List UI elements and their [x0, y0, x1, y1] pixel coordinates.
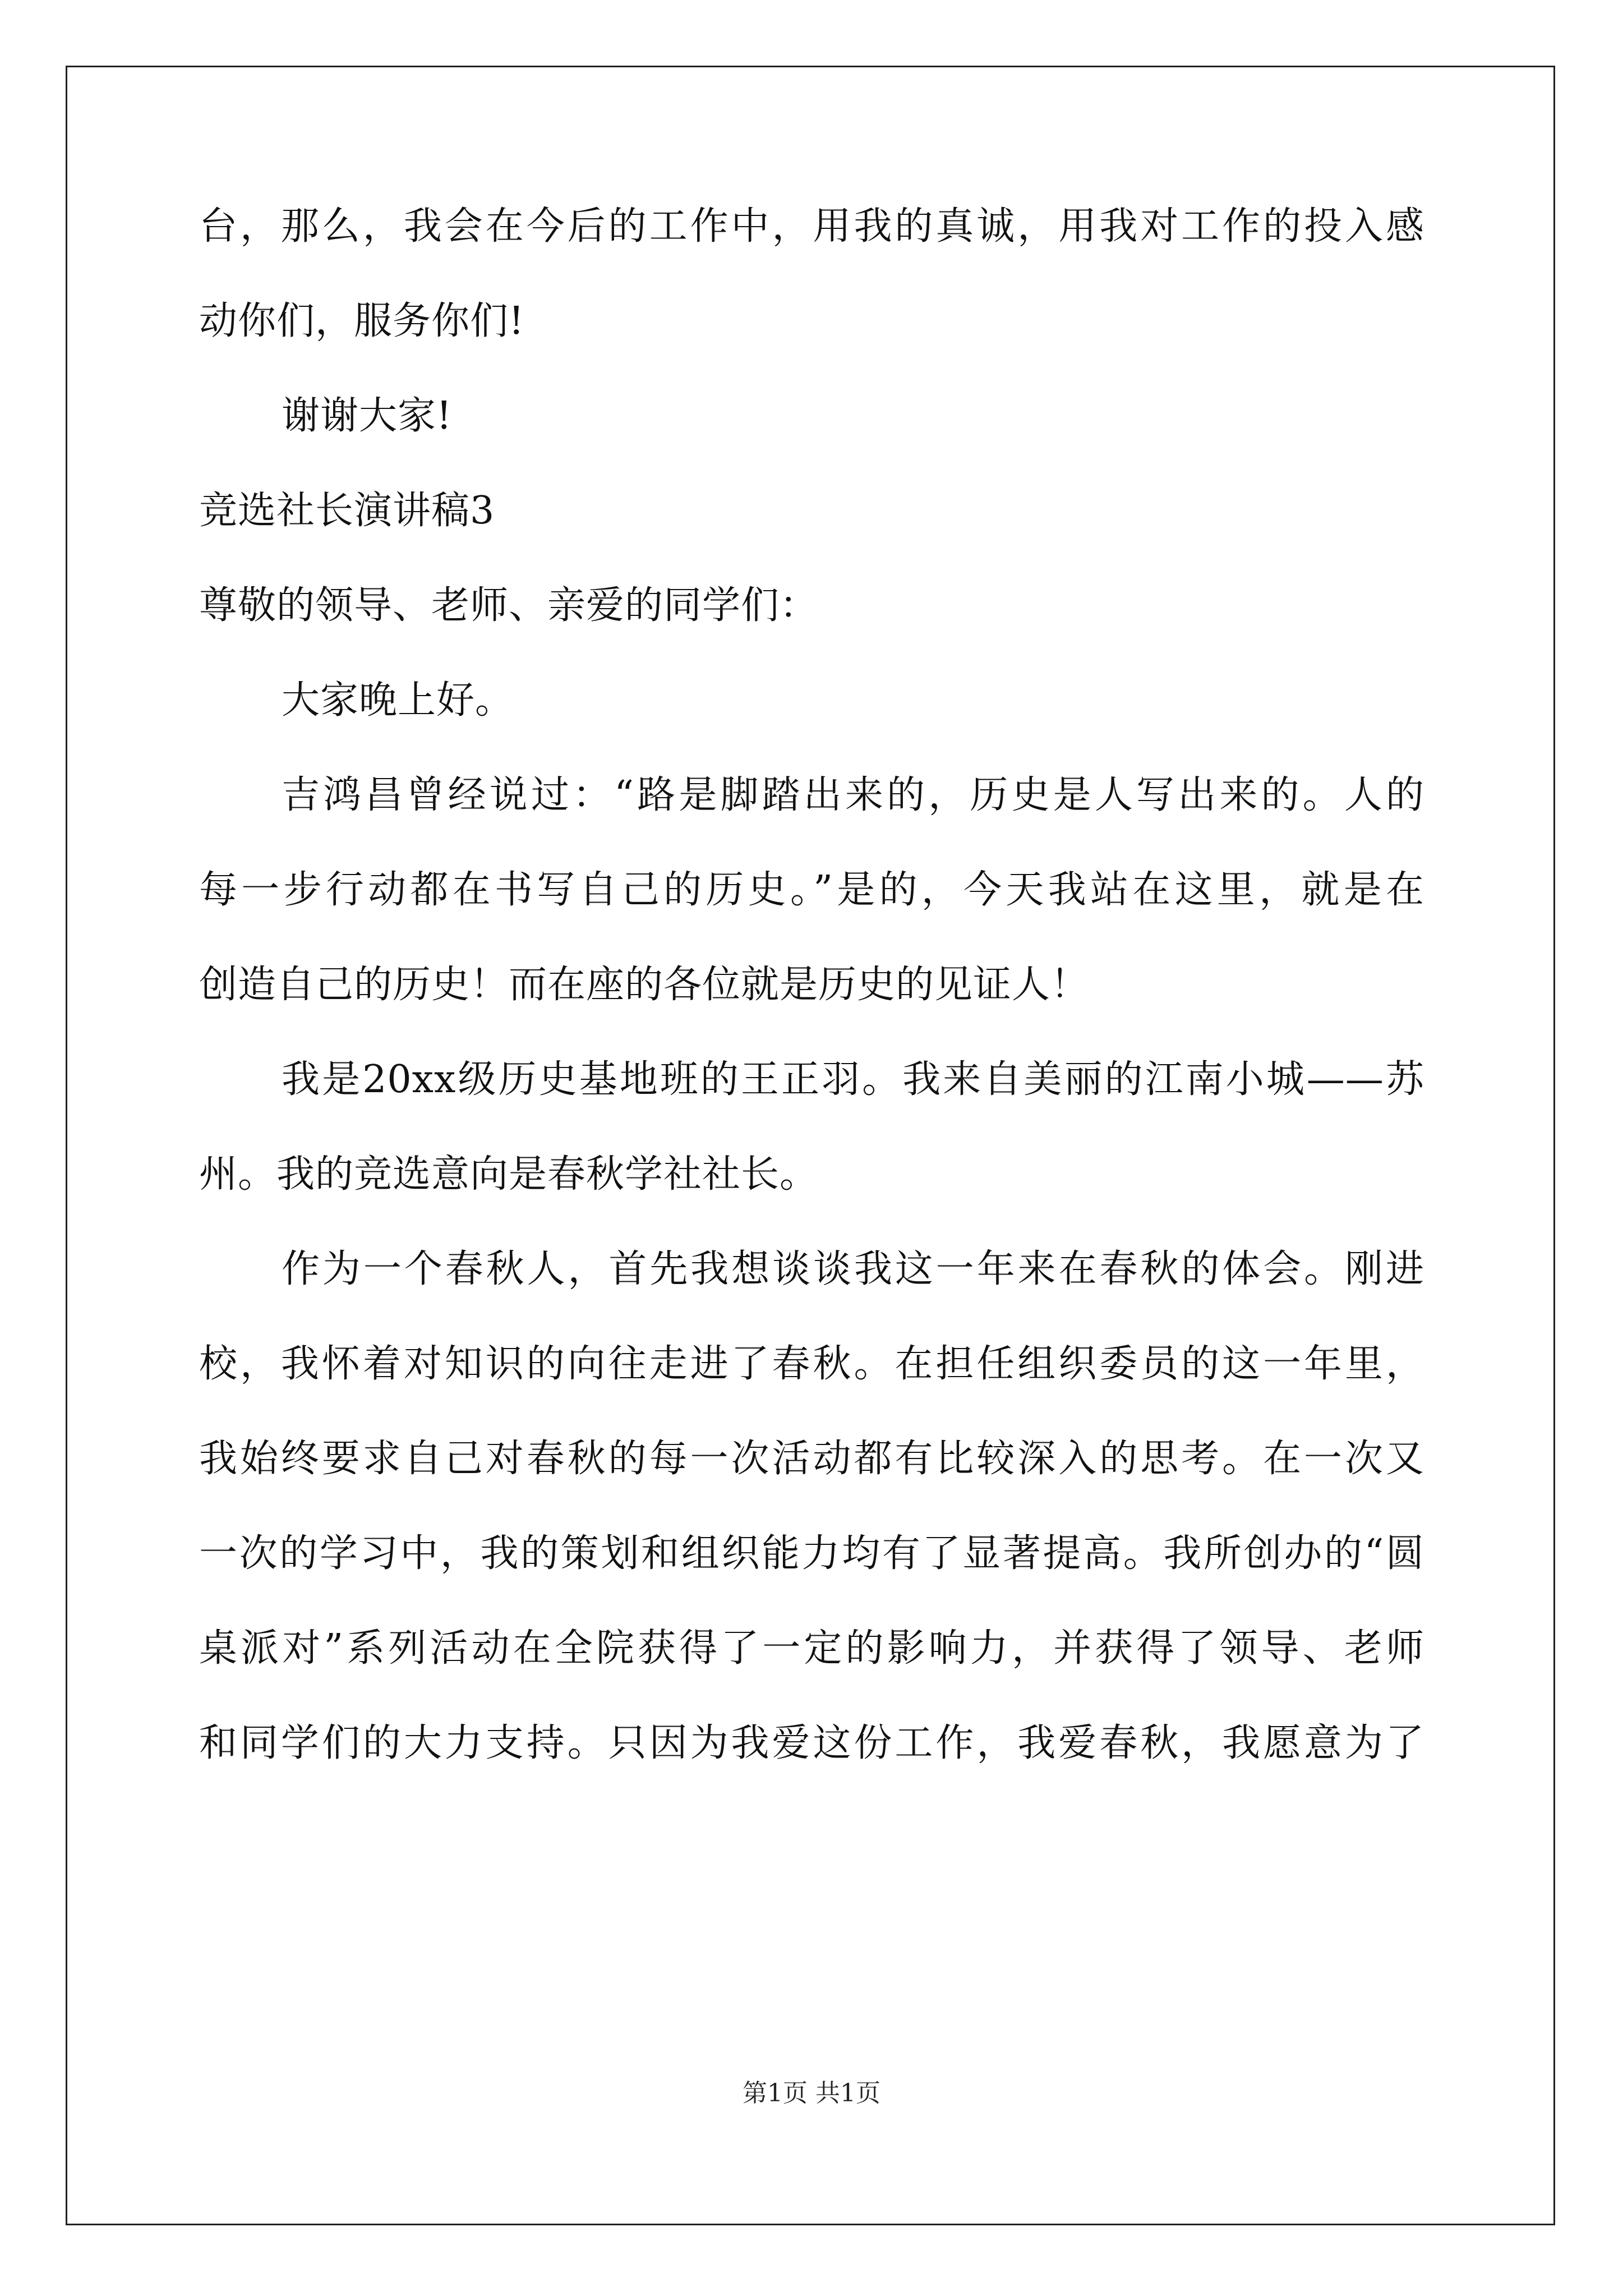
page-border: [66, 66, 1555, 2225]
text-line: 我始终要求自己对春秋的每一次活动都有比较深入的思考。在一次又: [199, 1437, 1424, 1481]
text-line: 台，那么，我会在今后的工作中，用我的真诚，用我对工作的投入感: [199, 204, 1424, 249]
greeting: 大家晚上好。: [282, 678, 514, 723]
text-line: 和同学们的大力支持。只因为我爱这份工作，我爱春秋，我愿意为了: [199, 1721, 1424, 1765]
section-title: 竞选社长演讲稿3: [199, 489, 495, 533]
text-line: 创造自己的历史！而在座的各位就是历史的见证人！: [199, 963, 1090, 1007]
text-line: 每一步行动都在书写自己的历史。”是的，今天我站在这里，就是在: [199, 868, 1424, 912]
text-line: 作为一个春秋人，首先我想谈谈我这一年来在春秋的体会。刚进: [282, 1247, 1424, 1291]
text-line: 吉鸿昌曾经说过：“路是脚踏出来的，历史是人写出来的。人的: [282, 773, 1424, 817]
text-line: 我是20xx级历史基地班的王正羽。我来自美丽的江南小城——苏: [282, 1057, 1424, 1102]
page-footer: 第1页 共1页: [743, 2079, 880, 2108]
text-line: 校，我怀着对知识的向往走进了春秋。在担任组织委员的这一年里，: [199, 1342, 1424, 1386]
text-line: 桌派对”系列活动在全院获得了一定的影响力，并获得了领导、老师: [199, 1626, 1424, 1671]
closing-thanks: 谢谢大家!: [282, 394, 453, 438]
salutation: 尊敬的领导、老师、亲爱的同学们：: [199, 583, 819, 628]
text-line: 州。我的竞选意向是春秋学社社长。: [199, 1152, 819, 1197]
text-line: 动你们，服务你们!: [199, 299, 525, 343]
text-line: 一次的学习中，我的策划和组织能力均有了显著提高。我所创办的“圆: [199, 1531, 1424, 1576]
